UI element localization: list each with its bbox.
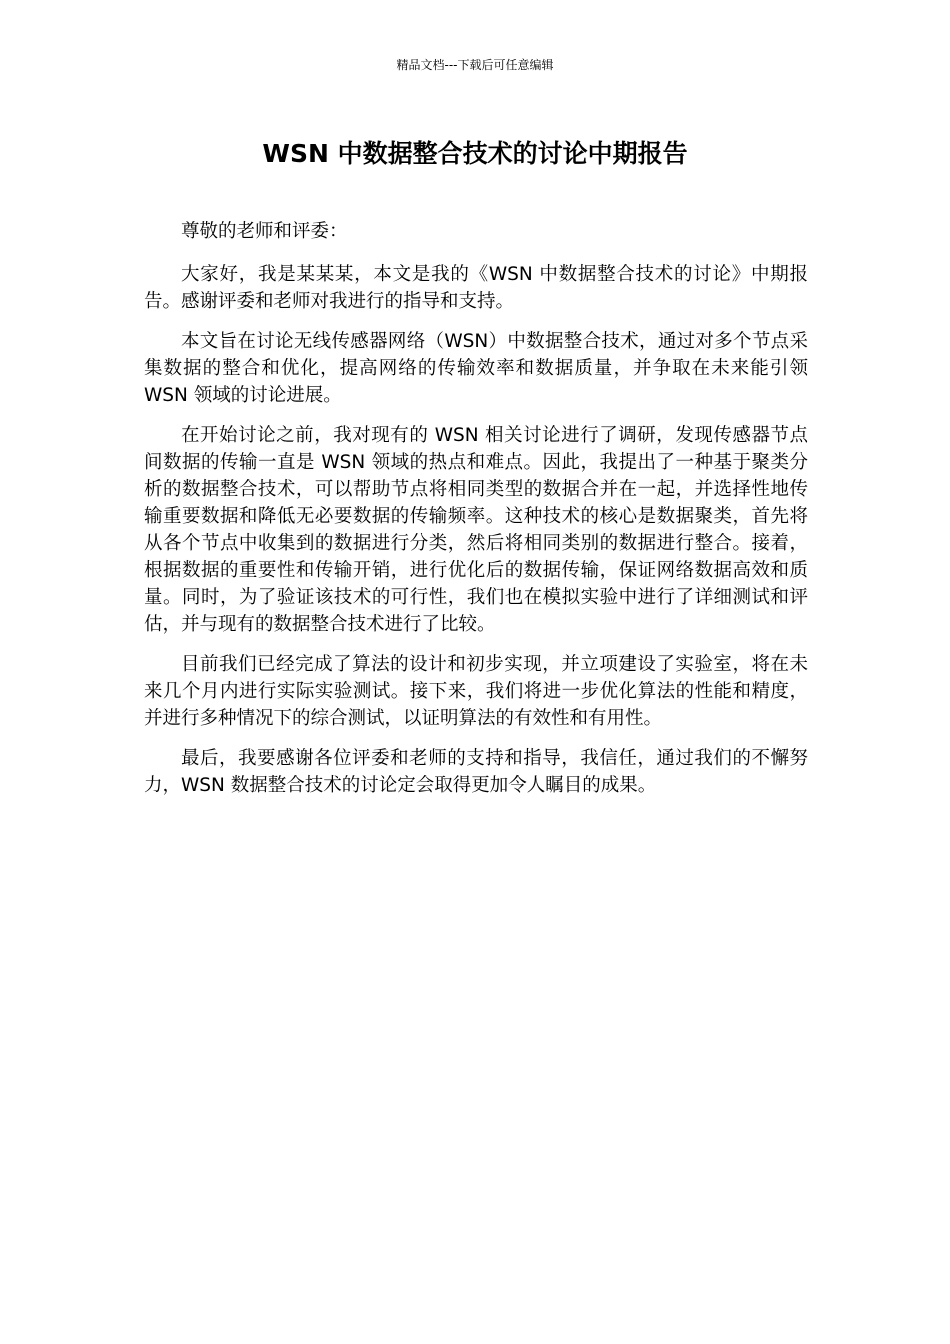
paragraph-closing: 最后，我要感谢各位评委和老师的支持和指导，我信任，通过我们的不懈努力，WSN 数据整合技术的讨论定会取得更加令人瞩目的成果。: [144, 748, 808, 796]
document-title: WSN 中数据整合技术的讨论中期报告: [262, 139, 688, 168]
salutation: 尊敬的老师和评委：: [181, 221, 348, 242]
page-header: 精品文档---下载后可任意编辑: [396, 58, 554, 72]
paragraph-greeting: 大家好，我是某某某，本文是我的《WSN 中数据整合技术的讨论》中期报告。感谢评委和老师对我进行的指导和支持。: [144, 264, 808, 312]
document-body: [144, 218, 808, 812]
paragraph-purpose: 本文旨在讨论无线传感器网络（WSN）中数据整合技术，通过对多个节点采集数据的整合和优化，提高网络的传输效率和数据质量，并争取在未来能引领 WSN 领域的讨论进展。: [144, 331, 808, 406]
paragraph-progress: 目前我们已经完成了算法的设计和初步实现，并立项建设了实验室，将在未来几个月内进行实际实验测试。接下来，我们将进一步优化算法的性能和精度，并进行多种情况下的综合测试，以证明算法的有效性和有用性。: [144, 654, 808, 729]
paragraph-method: 在开始讨论之前，我对现有的 WSN 相关讨论进行了调研，发现传感器节点间数据的传输一直是 WSN 领域的热点和难点。因此，我提出了一种基于聚类分析的数据整合技术，可以帮助节点将相同类型的数据合并在一起，并选择性地传输重要数据和降低无必要数据的传输频率。这种技术的核心是数据聚类，首先将从各个节点中收集到的数据进行分类，然后将相同类别的数据进行整合。接着，根据数据的重要性和传输开销，进行优化后的数据传输，保证网络数据高效和质量。同时，为了验证该技术的可行性，我们也在模拟实验中进行了详细测试和评估，并与现有的数据整合技术进行了比较。: [144, 425, 808, 635]
